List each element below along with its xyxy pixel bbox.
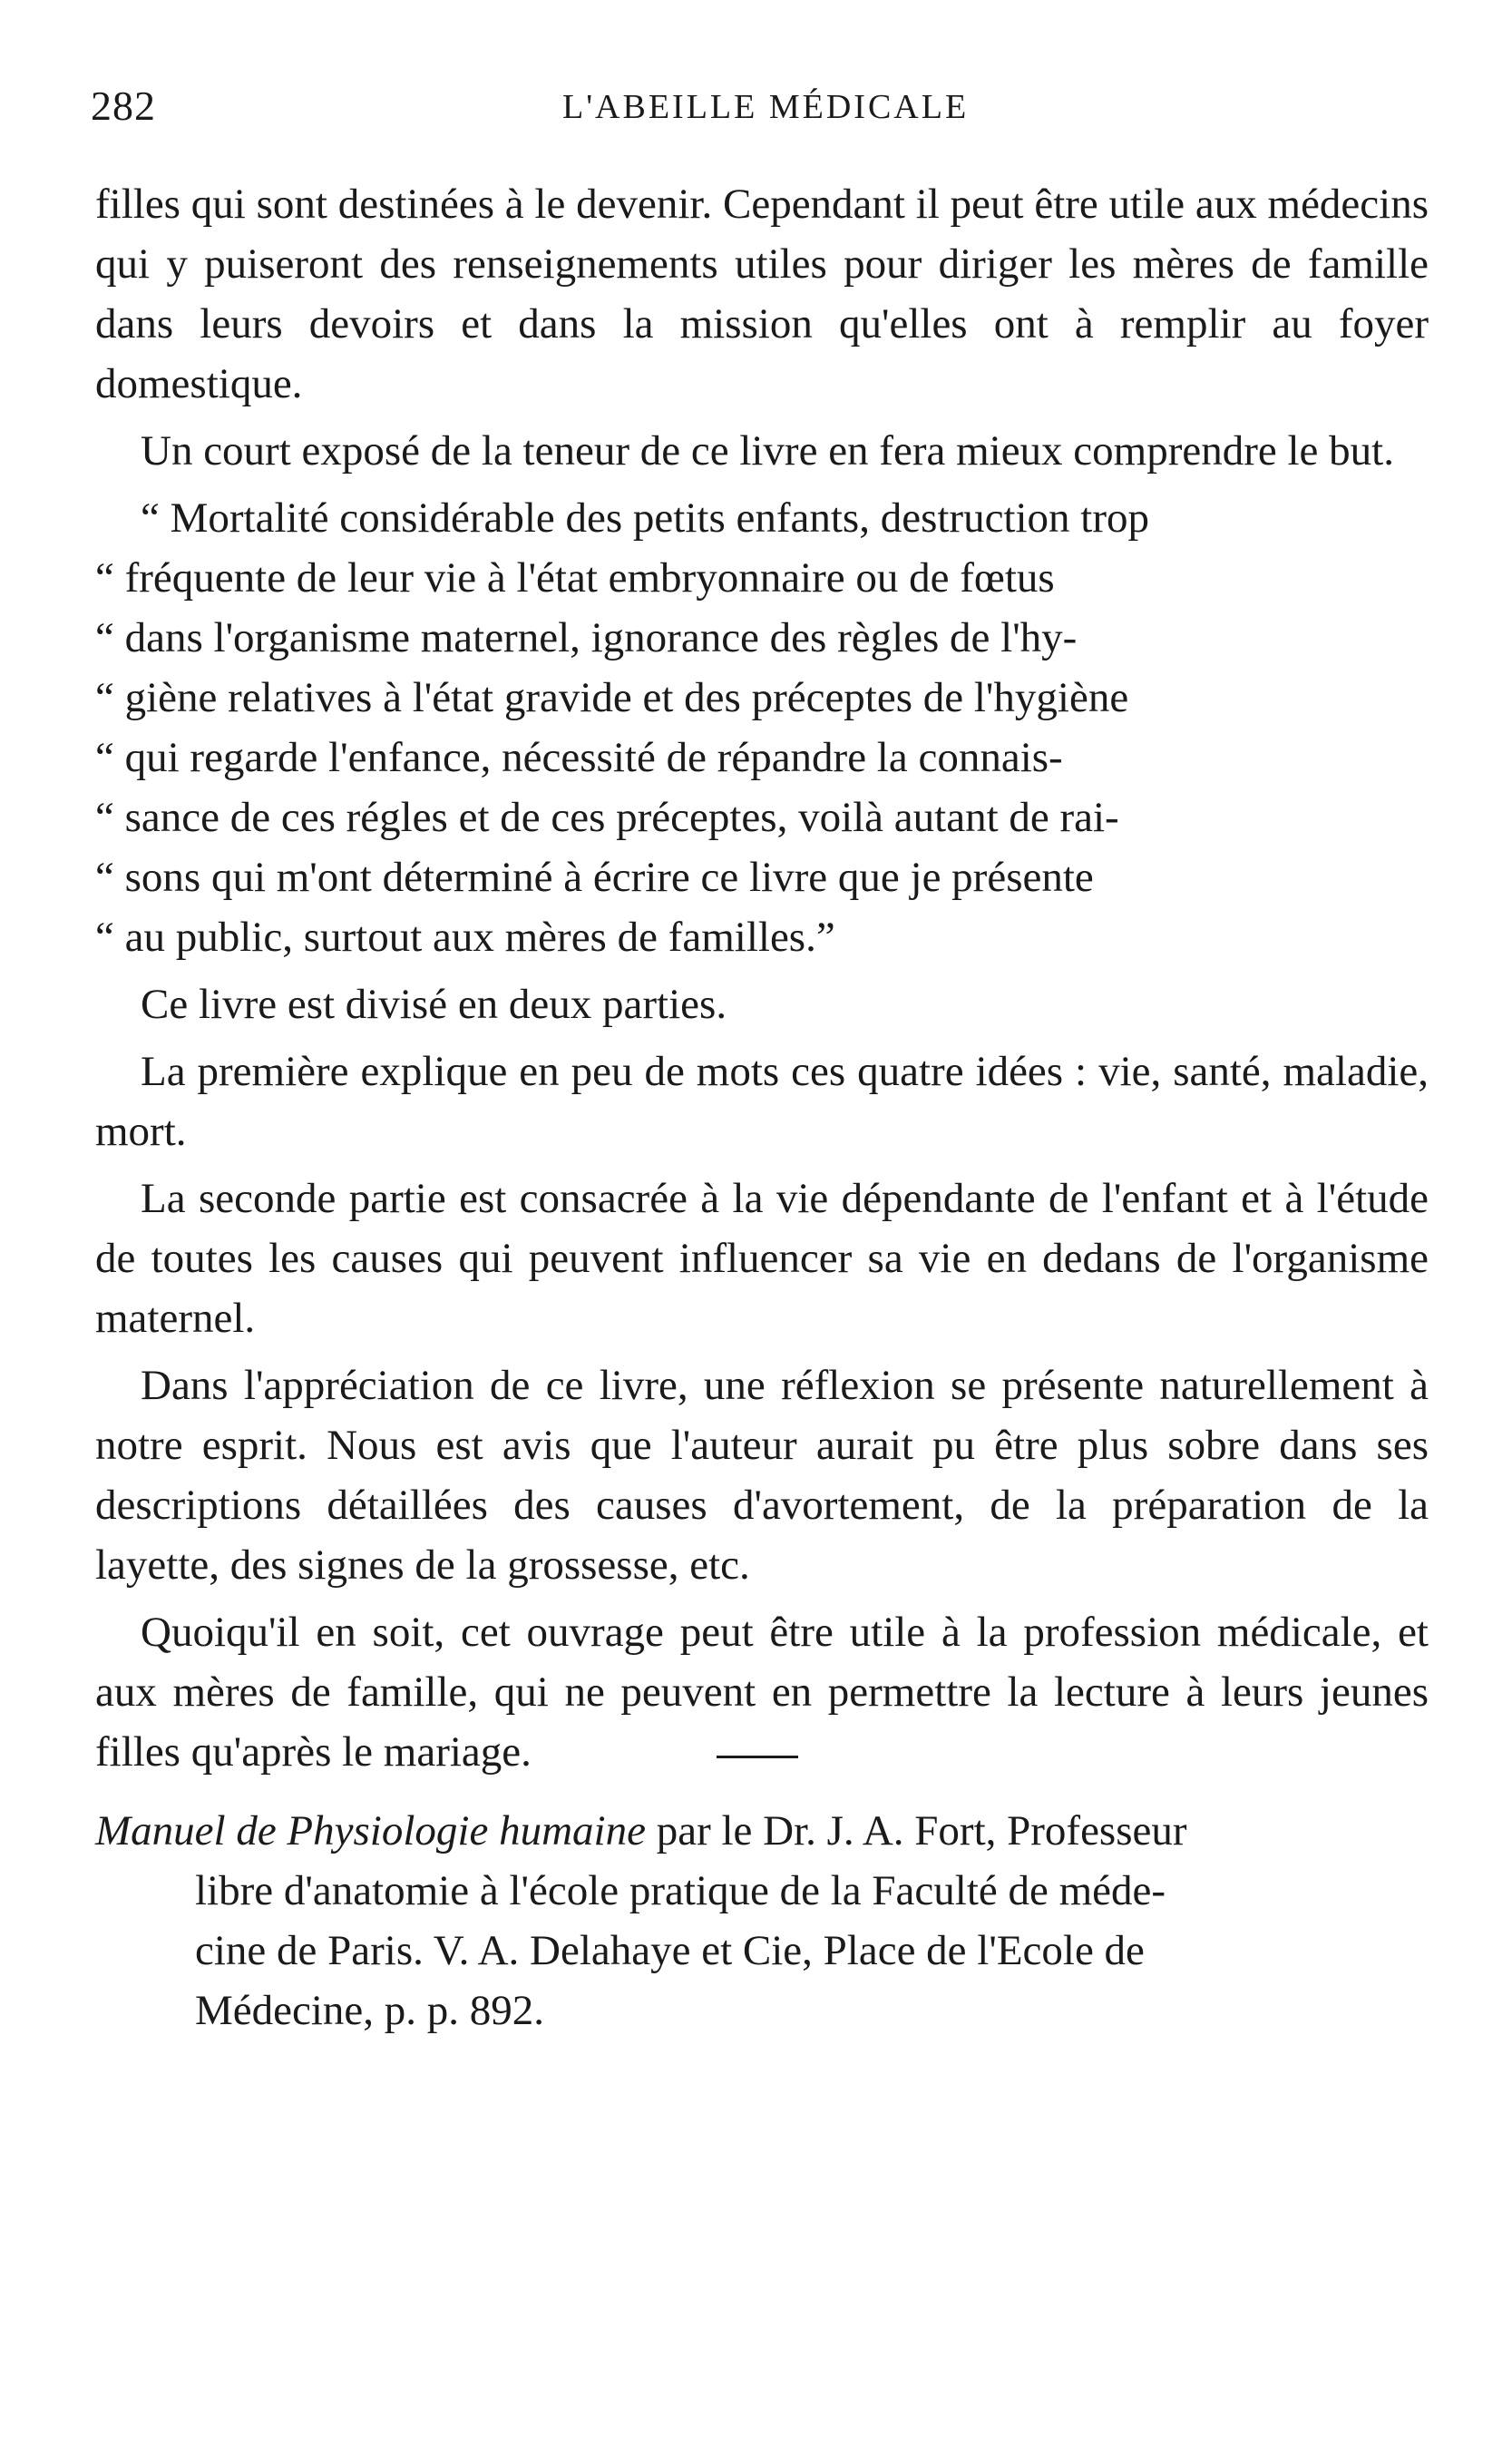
paragraph-1: filles qui sont destinées à le devenir. Cependant il peut être utile aux médecins qui y puiseront des renseignements utiles pour diriger les mères de famille dans leurs devoirs et dans la mission qu'elles ont à remplir au foyer domestique. (95, 181, 1429, 407)
paragraph-7: Quoiqu'il en soit, cet ouvrage peut être utile à la profession médicale, et aux mères de famille, qui ne peuvent en permettre la lecture à leurs jeunes filles qu'après le mariage. (95, 1609, 1429, 1776)
section-separator-rule (717, 1756, 798, 1758)
quote-line: “ fréquente de leur vie à l'état embryonnaire ou de fœtus (95, 554, 1055, 602)
reference-line-2: libre d'anatomie à l'école pratique de la Faculté de méde- (195, 1867, 1166, 1914)
quote-line: “ Mortalité considérable des petits enfants, destruction trop (141, 494, 1150, 542)
paragraph-4: La première explique en peu de mots ces quatre idées : vie, santé, maladie, mort. (95, 1048, 1429, 1155)
paragraph-3: Ce livre est divisé en deux parties. (141, 981, 727, 1028)
reference-line-1 (95, 1801, 1433, 1861)
reference-author: par le Dr. J. A. Fort, Professeur (645, 1807, 1187, 1854)
reference-line-4: Médecine, p. p. 892. (195, 1987, 545, 2034)
quote-line: “ sance de ces régles et de ces préceptes, voilà autant de rai- (95, 794, 1119, 841)
running-head: L'ABEILLE MÉDICALE (562, 88, 970, 126)
reference-title: Manuel de Physiologie humaine (95, 1807, 646, 1854)
quote-line: “ au public, surtout aux mères de familles.” (95, 914, 835, 961)
quote-line: “ dans l'organisme maternel, ignorance des règles de l'hy- (95, 614, 1078, 661)
quote-line: “ giène relatives à l'état gravide et des préceptes de l'hygiène (95, 674, 1129, 721)
page-header (91, 82, 1433, 145)
paragraph-6: Dans l'appréciation de ce livre, une réflexion se présente naturellement à notre esprit. Nous est avis que l'auteur aurait pu être plus sobre dans ses descriptions détaillées des causes d'avortement, de la préparation de la layette, des signes de la grossesse, etc. (95, 1362, 1429, 1589)
reference-line-3: cine de Paris. V. A. Delahaye et Cie, Place de l'Ecole de (195, 1927, 1145, 1974)
book-reference (95, 1801, 1433, 2040)
quote-line: “ sons qui m'ont déterminé à écrire ce livre que je présente (95, 854, 1094, 901)
page-number: 282 (91, 83, 156, 129)
body-text (95, 174, 1429, 1789)
quotation-block (95, 488, 1429, 967)
paragraph-2: Un court exposé de la teneur de ce livre en fera mieux comprendre le but. (141, 427, 1394, 475)
quote-line: “ qui regarde l'enfance, nécessité de répandre la connais- (95, 734, 1063, 781)
paragraph-5: La seconde partie est consacrée à la vie dépendante de l'enfant et à l'étude de toutes les causes qui peuvent influencer sa vie en dedans de l'organisme maternel. (95, 1175, 1429, 1342)
